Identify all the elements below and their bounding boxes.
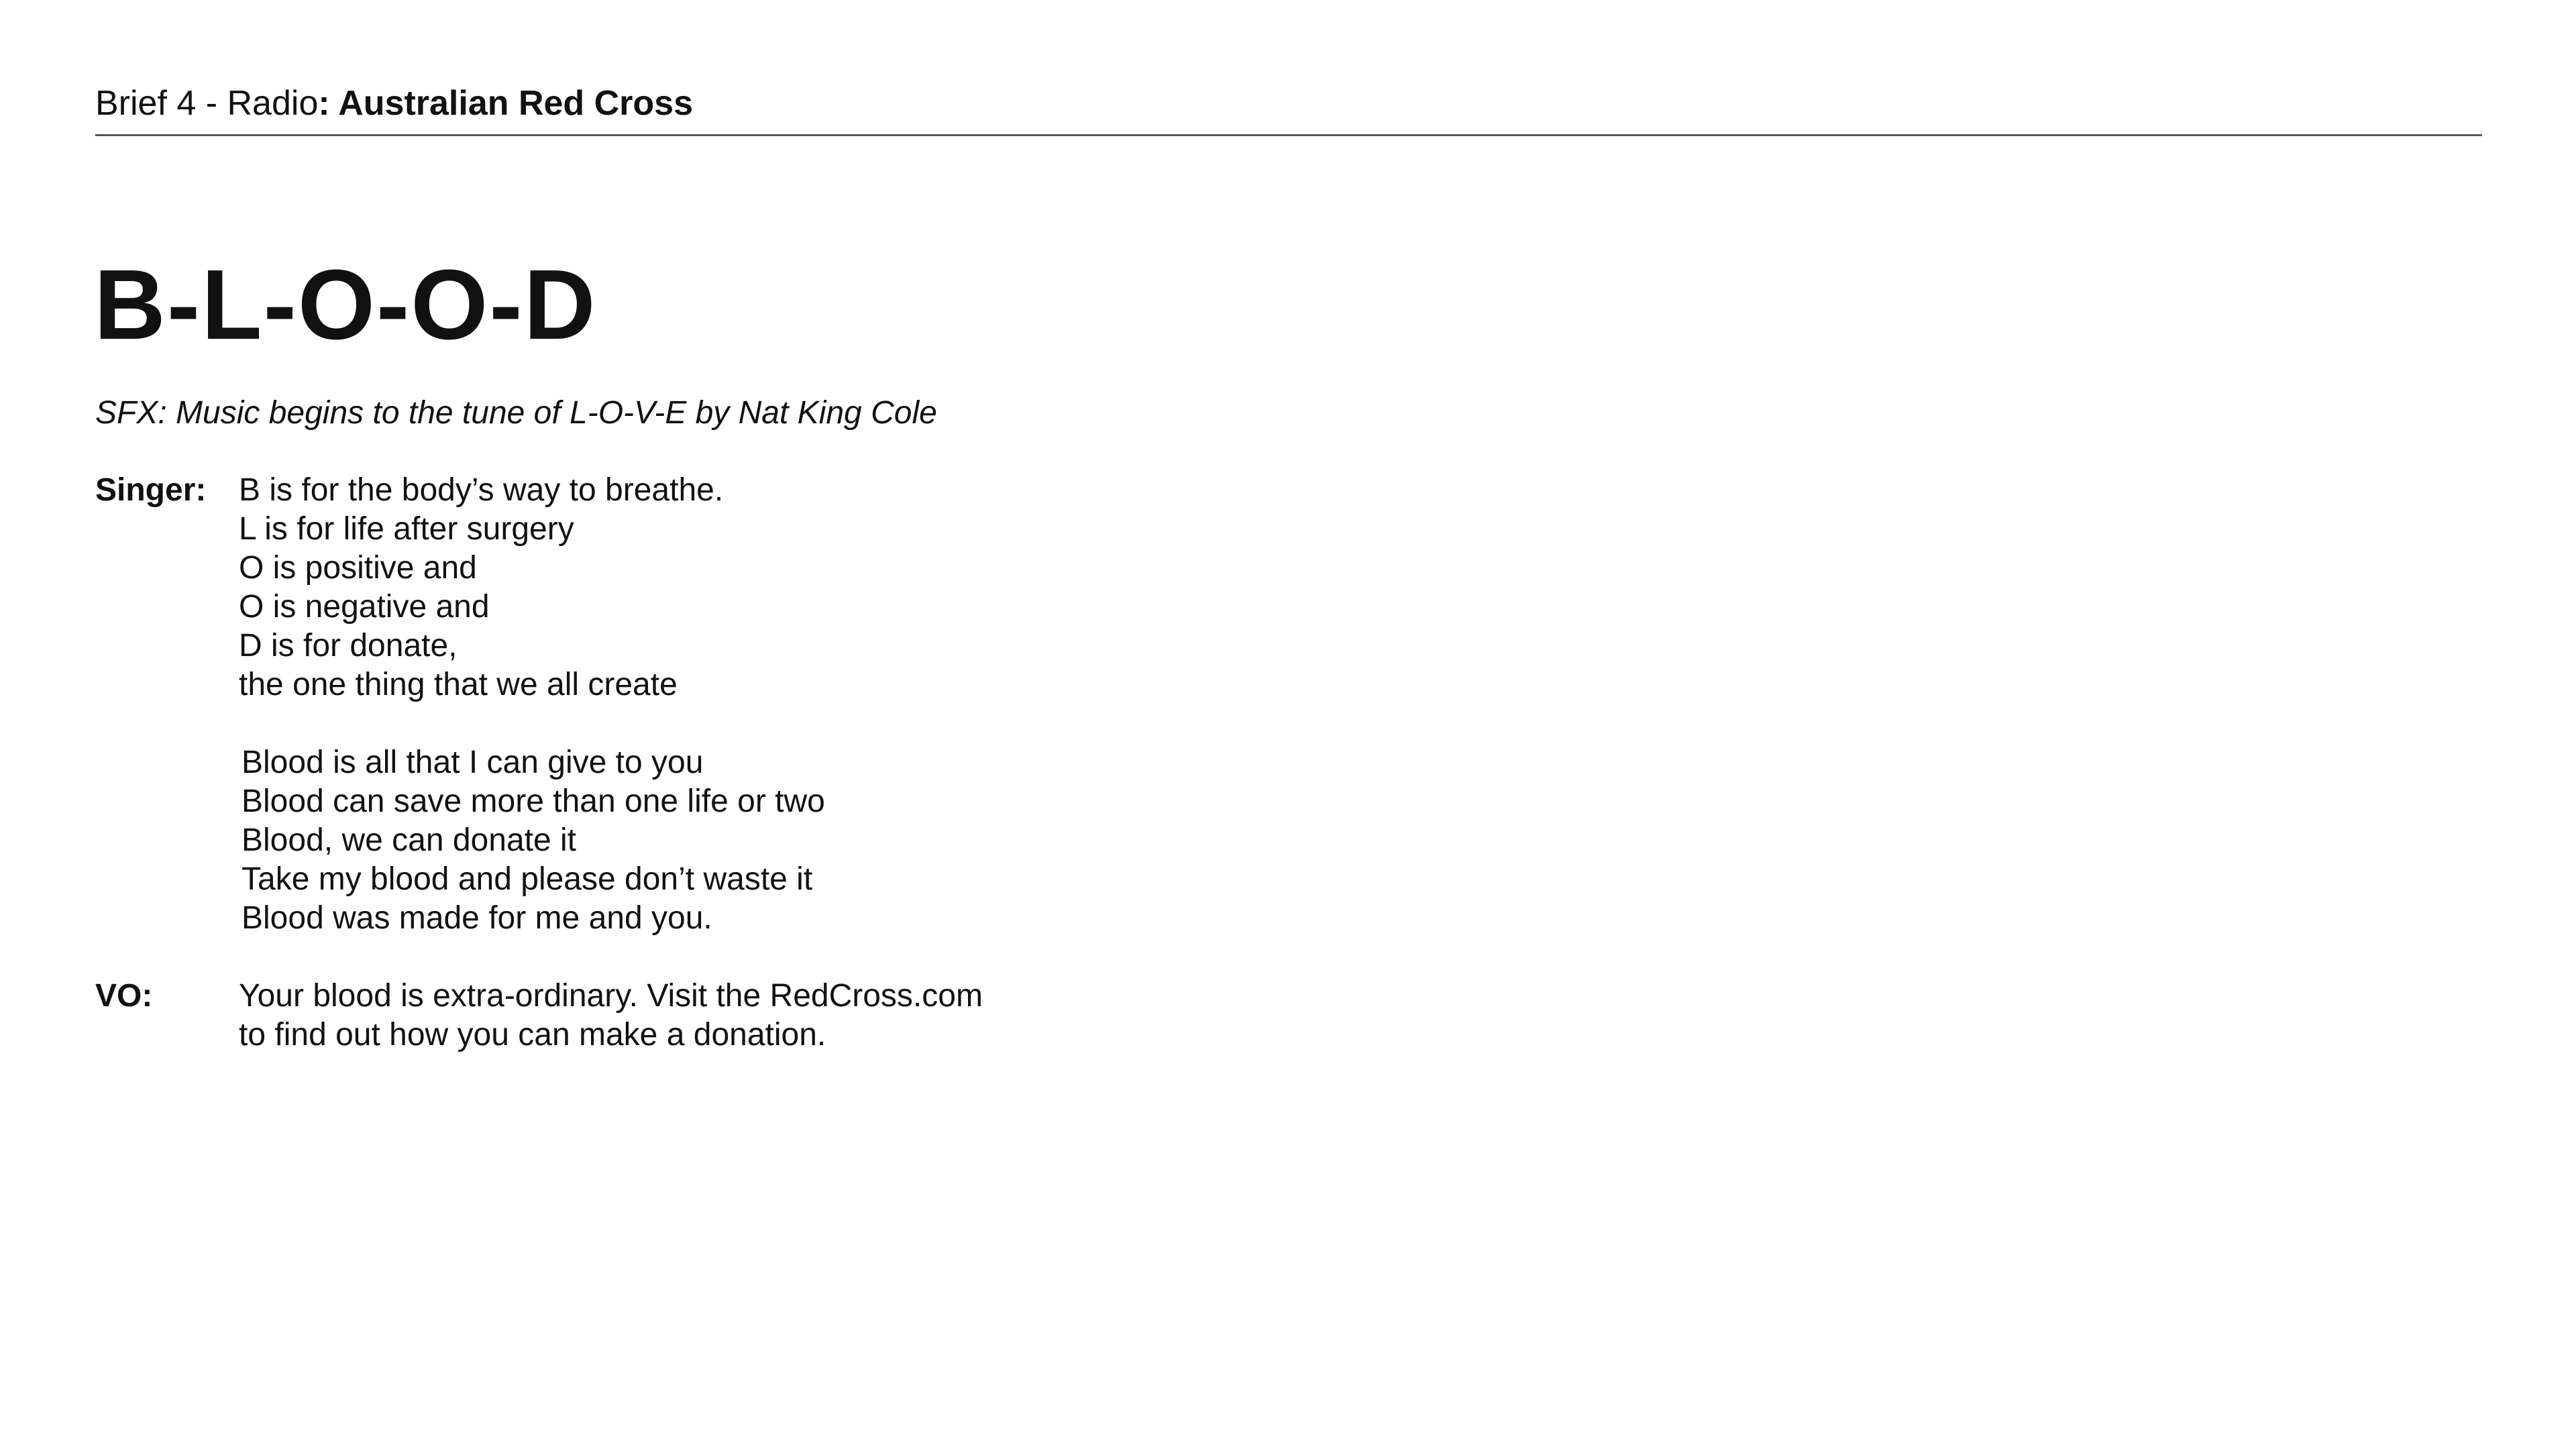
lyric-line: Blood was made for me and you. (241, 900, 712, 936)
script-title: B-L-O-O-D (94, 250, 597, 360)
lyric-line: Take my blood and please don’t waste it (241, 861, 813, 897)
lyric-line: the one thing that we all create (239, 667, 678, 702)
lyric-line: D is for donate, (239, 628, 458, 663)
header-brief-label: Brief 4 - Radio (95, 84, 319, 123)
lyric-line: Blood is all that I can give to you (241, 745, 704, 780)
vo-lines (239, 977, 983, 1055)
lyric-line: L is for life after surgery (239, 511, 574, 547)
vo-line: to find out how you can make a donation. (239, 1017, 826, 1053)
vo-line: Your blood is extra-ordinary. Visit the RedCross.com (239, 978, 983, 1014)
vo-speaker-label: VO: (95, 978, 153, 1014)
singer-chorus-lines (241, 743, 825, 938)
singer-verse-lines (239, 471, 723, 704)
lyric-line: Blood, we can donate it (241, 822, 577, 858)
lyric-line: O is negative and (239, 589, 490, 625)
lyric-line: O is positive and (239, 550, 477, 586)
page-header (95, 79, 693, 127)
singer-speaker-label: Singer: (95, 472, 207, 508)
lyric-line: B is for the body’s way to breathe. (239, 472, 724, 508)
sfx-direction: SFX: Music begins to the tune of L-O-V-E by Nat King Cole (95, 395, 937, 431)
header-client-name: : Australian Red Cross (318, 84, 694, 123)
lyric-line: Blood can save more than one life or two (241, 784, 825, 819)
header-divider (95, 134, 2482, 136)
